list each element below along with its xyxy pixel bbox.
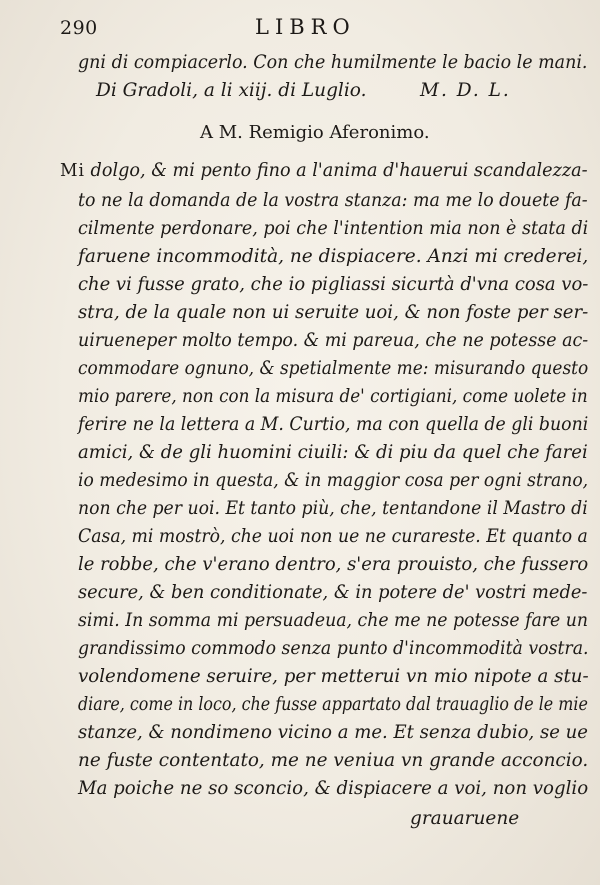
catchword: grauaruene bbox=[410, 808, 520, 829]
body-line: volendomene seruire, per metterui vn mio nipote a stu- bbox=[78, 666, 589, 687]
body-line: faruene incommodità, ne dispiacere. Anzi mi crederei, bbox=[78, 246, 589, 267]
body-line: diare, come in loco, che fusse appartato dal trauaglio de le mie bbox=[78, 694, 588, 715]
body-line: che vi fusse grato, che io pigliassi sicurtà d'vna cosa vo- bbox=[78, 274, 589, 295]
body-line: commodare ognuno, & spetialmente me: misurando questo bbox=[78, 358, 589, 379]
body-line: Ma poiche ne so sconcio, & dispiacere a voi, non voglio bbox=[78, 778, 589, 799]
body-line: non che per uoi. Et tanto più, che, tentandone il Mastro di bbox=[78, 498, 588, 519]
letter-initial: Mi bbox=[60, 160, 85, 181]
body-line: cilmente perdonare, poi che l'intention mia non è stata di bbox=[78, 218, 589, 239]
signature: M. D. L. bbox=[420, 80, 511, 101]
body-line: Casa, mi mostrò, che uoi non ue ne curareste. Et quanto a bbox=[78, 526, 588, 547]
body-line: le robbe, che v'erano dentro, s'era prouisto, che fussero bbox=[78, 554, 589, 575]
closing-line-2: Di Gradoli, a li xiij. di Luglio. bbox=[96, 80, 367, 101]
body-line: simi. In somma mi persuadeua, che me ne potesse fare un bbox=[78, 610, 589, 631]
body-line: amici, & de gli huomini ciuili: & di piu da quel che farei bbox=[78, 442, 588, 463]
body-line: secure, & ben conditionate, & in potere de' vostri mede- bbox=[78, 582, 588, 603]
page-number: 290 bbox=[60, 17, 98, 39]
body-line: io medesimo in questa, & in maggior cosa per ogni strano, bbox=[78, 470, 589, 491]
body-line: stra, de la quale non ui seruite uoi, & non foste per ser- bbox=[78, 302, 589, 323]
first-line-text: dolgo, & mi pento fino a l'anima d'hauerui scandalezza- bbox=[84, 160, 588, 181]
body-line: ferire ne la lettera a M. Curtio, ma con quella de gli buoni bbox=[78, 414, 589, 435]
body-line: grandissimo commodo senza punto d'incommodità vostra. bbox=[78, 638, 589, 659]
body-line: to ne la domanda de la vostra stanza: ma me lo douete fa- bbox=[78, 190, 588, 211]
closing-line-1: gni di compiacerlo. Con che humilmente le bacio le mani. bbox=[78, 52, 588, 73]
letter-first-line bbox=[60, 160, 588, 182]
body-line: uirueneper molto tempo. & mi pareua, che ne potesse ac- bbox=[78, 330, 589, 351]
body-line: stanze, & nondimeno vicino a me. Et senza dubio, se ue bbox=[78, 722, 588, 743]
body-line: mio parere, non con la misura de' cortigiani, come uolete in bbox=[78, 386, 588, 407]
running-head: LIBRO bbox=[255, 15, 356, 39]
letter-salutation: A M. Remigio Aferonimo. bbox=[200, 122, 430, 143]
body-line: ne fuste contentato, me ne veniua vn grande acconcio. bbox=[78, 750, 589, 771]
